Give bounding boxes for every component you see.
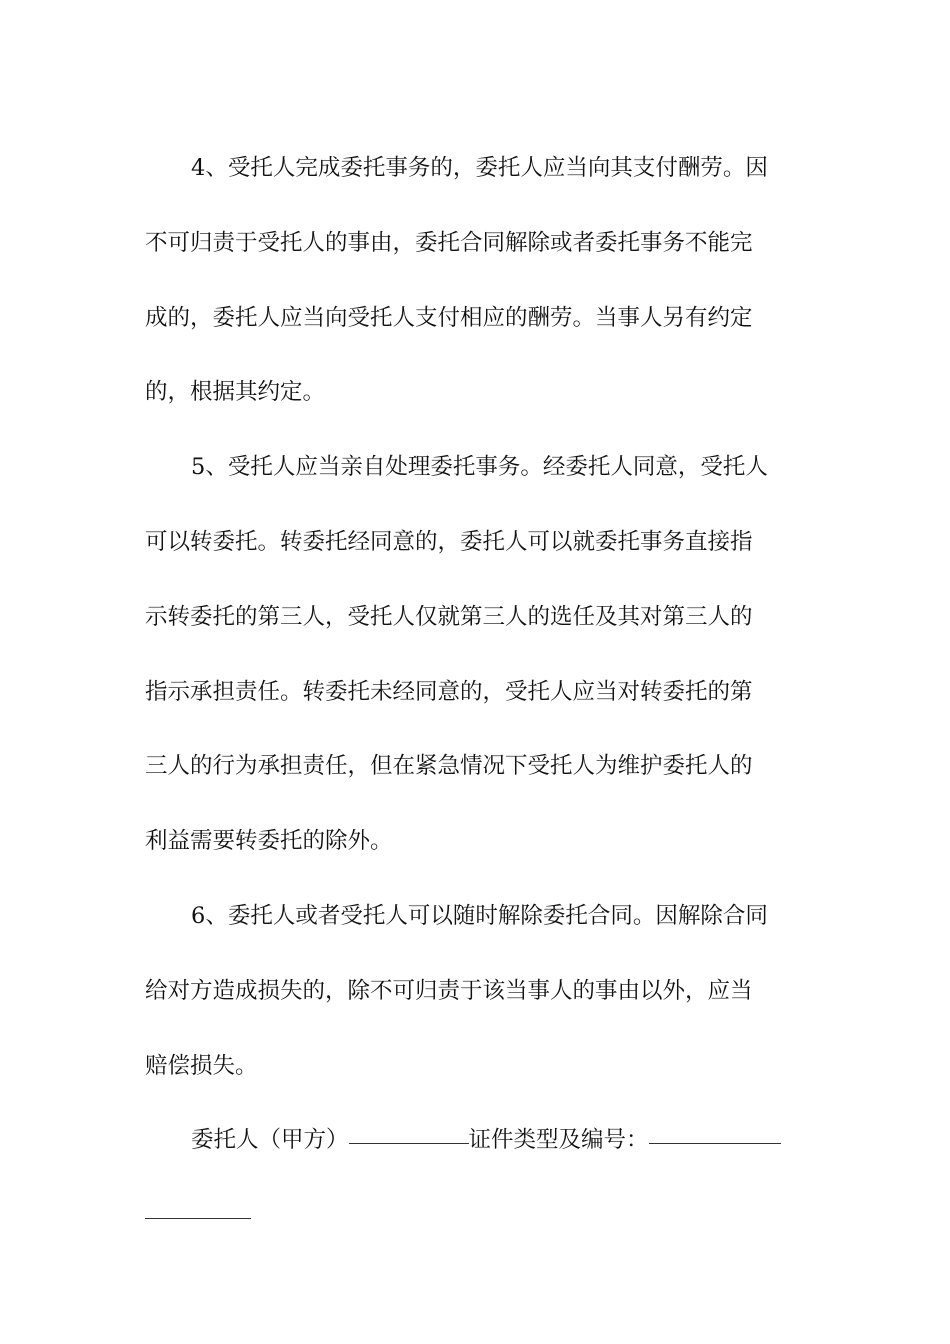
principal-name-blank[interactable] <box>349 1142 469 1144</box>
clause-4-line-3: 成的，委托人应当向受托人支付相应的酬劳。当事人另有约定 <box>145 304 753 331</box>
id-type-label: 证件类型及编号： <box>468 1127 649 1154</box>
signature-block <box>145 1103 810 1253</box>
clause-5 <box>145 430 810 879</box>
clause-5-line-5: 三人的行为承担责任，但在紧急情况下受托人为维护委托人的 <box>145 753 753 780</box>
clause-5-line-6: 利益需要转委托的除外。 <box>145 828 393 855</box>
clause-4 <box>145 131 810 430</box>
contract-body <box>145 131 810 1253</box>
clause-5-line-1: 5、受托人应当亲自处理委托事务。经委托人同意，受托人 <box>191 454 768 481</box>
clause-4-line-2: 不可归责于受托人的事由，委托合同解除或者委托事务不能完 <box>145 229 753 256</box>
clause-6-line-1: 6、委托人或者受托人可以随时解除委托合同。因解除合同 <box>191 902 768 929</box>
signature-line-1 <box>145 1103 810 1178</box>
clause-6-line-3: 赔偿损失。 <box>145 1052 258 1079</box>
clause-4-line-1: 4、受托人完成委托事务的，委托人应当向其支付酬劳。因 <box>191 155 768 181</box>
clause-6 <box>145 879 810 1103</box>
clause-5-line-3: 示转委托的第三人，受托人仅就第三人的选任及其对第三人的 <box>145 603 753 630</box>
id-number-blank[interactable] <box>649 1142 781 1144</box>
clause-4-line-4: 的，根据其约定。 <box>145 379 326 406</box>
principal-label: 委托人（甲方） <box>191 1127 349 1154</box>
id-number-blank-continued[interactable] <box>145 1217 251 1219</box>
signature-line-2 <box>145 1178 810 1253</box>
clause-5-line-2: 可以转委托。转委托经同意的，委托人可以就委托事务直接指 <box>145 528 753 555</box>
clause-5-line-4: 指示承担责任。转委托未经同意的，受托人应当对转委托的第 <box>145 678 753 705</box>
clause-6-line-2: 给对方造成损失的，除不可归责于该当事人的事由以外，应当 <box>145 977 753 1004</box>
